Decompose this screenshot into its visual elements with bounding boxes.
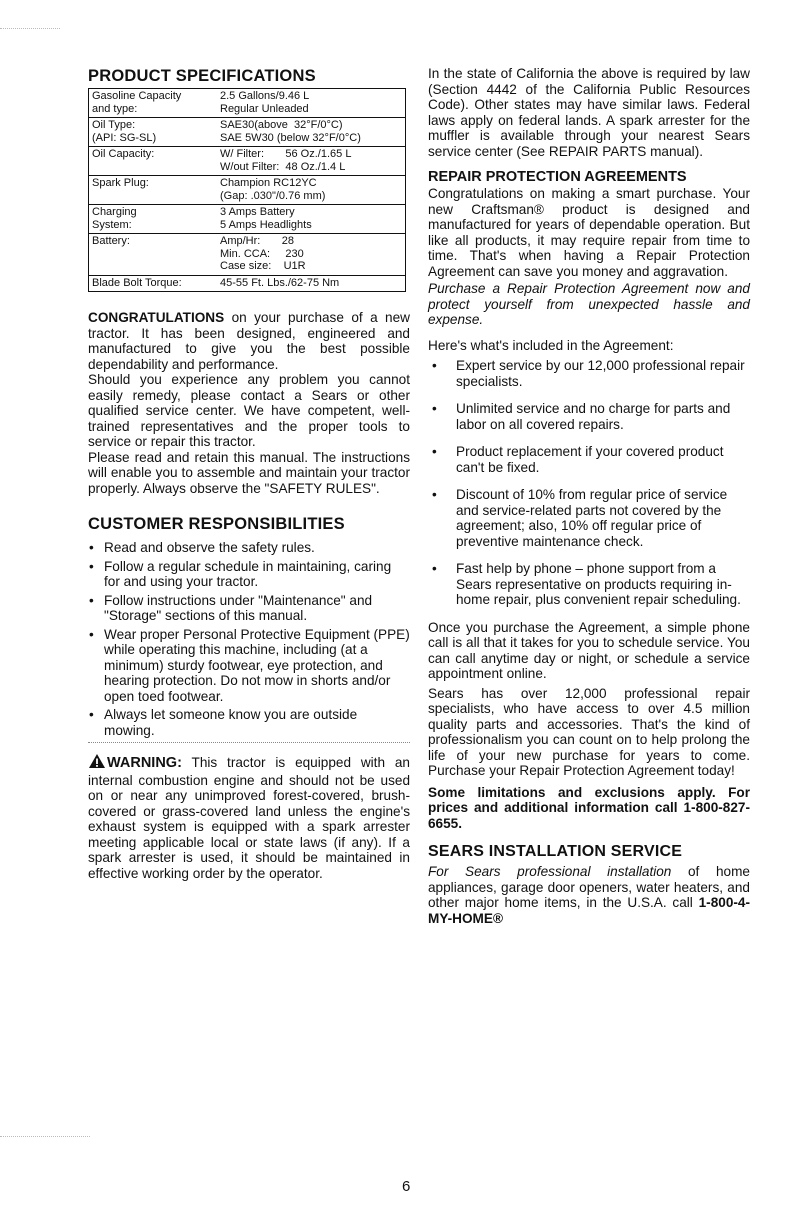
benefit-item [428, 444, 750, 475]
responsibility-item [88, 559, 410, 590]
spec-row [89, 233, 405, 275]
benefit-item-text: Unlimited service and no charge for parts and labor on all covered repairs. [456, 401, 731, 432]
bullet-icon: • [89, 707, 94, 722]
spec-value: 3 Amps Battery 5 Amps Headlights [220, 206, 312, 231]
warning-paragraph [88, 753, 410, 881]
agreement-benefits-list [428, 358, 750, 608]
installation-phone: 1-800-4-MY-HOME® [428, 895, 750, 926]
specifications-table [88, 88, 406, 292]
spec-value: W/ Filter: 56 Oz./1.65 L W/out Filter: 48 Oz./1.4 L [220, 148, 352, 173]
bullet-icon: • [432, 444, 437, 459]
sears-specialists-paragraph: Sears has over 12,000 professional repair specialists, who have access to over 4.5 million quality parts and accessories. That's the kind of professionalism you can count on to help prolong the life of your new purchase for years to come. Purchase your Repair Protection Agreement today! [428, 685, 750, 778]
responsibility-item [88, 627, 410, 705]
spec-value: 45-55 Ft. Lbs./62-75 Nm [220, 276, 340, 289]
benefit-item [428, 358, 750, 389]
bullet-icon: • [432, 401, 437, 416]
benefit-item [428, 487, 750, 549]
responsibilities-list [88, 540, 410, 738]
congratulations-lead: CONGRATULATIONS [88, 310, 225, 325]
responsibility-item-text: Always let someone know you are outside mowing. [104, 707, 358, 738]
congratulations-paragraph [88, 310, 410, 372]
spec-label: Blade Bolt Torque: [92, 276, 182, 289]
installation-paragraph [428, 864, 750, 926]
responsibility-item [88, 593, 410, 624]
benefit-item-text: Expert service by our 12,000 professional repair specialists. [456, 358, 745, 389]
scan-artifact [0, 28, 60, 29]
service-paragraph: Should you experience any problem you cannot easily remedy, please contact a Sears or other qualified service center. We have competent, well-trained representatives and the proper tools to service or repair this tractor. [88, 372, 410, 449]
spec-row [89, 204, 405, 233]
spec-label: Battery: [92, 235, 130, 247]
installation-text: of home appliances, garage door openers, water heaters, and other major home items, in the U.S.A. call [428, 864, 750, 910]
installation-service-heading: SEARS INSTALLATION SERVICE [428, 843, 683, 860]
spec-value: Amp/Hr: 28 Min. CCA: 230 Case size: U1R [220, 235, 306, 272]
bullet-icon: • [432, 487, 437, 502]
repair-protection-italic: Purchase a Repair Protection Agreement now and protect yourself from unexpected hassle and expense. [428, 281, 750, 327]
responsibility-item-text: Follow a regular schedule in maintaining, caring for and using your tractor. [104, 558, 392, 589]
right-column [428, 66, 750, 926]
benefit-item-text: Fast help by phone – phone support from a Sears representative on products requiring in-home repair, plus convenient repair scheduling. [456, 561, 741, 607]
congratulations-text: on your purchase of a new tractor. It has been designed, engineered and manufactured to give you the best possible dependability and performance. [88, 310, 410, 372]
spec-label: Oil Capacity: [92, 148, 155, 160]
customer-responsibilities-heading: CUSTOMER RESPONSIBILITIES [88, 515, 345, 533]
page-number: 6 [402, 1178, 411, 1195]
spec-label: Oil Type: (API: SG-SL) [92, 119, 157, 144]
benefit-item [428, 561, 750, 608]
warning-word: WARNING: [107, 755, 182, 771]
responsibility-item-text: Read and observe the safety rules. [104, 540, 315, 555]
responsibility-item [88, 707, 410, 738]
benefit-item-text: Product replacement if your covered product can't be fixed. [456, 444, 724, 475]
spec-row [89, 275, 405, 292]
responsibility-item-text: Wear proper Personal Protective Equipment (PPE) while operating this machine, including (at a minimum) sturdy footwear, eye protection, and hearing protection. Do not mow in shorts and/or open toed footwear. [104, 626, 410, 704]
bullet-icon: • [89, 592, 94, 608]
included-intro: Here's what's included in the Agreement: [428, 337, 674, 353]
responsibility-item [88, 540, 410, 556]
warning-triangle-icon [88, 753, 106, 773]
responsibility-item-text: Follow instructions under "Maintenance" and "Storage" sections of this manual. [104, 592, 373, 623]
product-specifications-heading: PRODUCT SPECIFICATIONS [88, 67, 316, 85]
spec-label: Charging System: [92, 206, 137, 231]
spec-value: 2.5 Gallons/9.46 L Regular Unleaded [220, 90, 310, 115]
schedule-service-paragraph: Once you purchase the Agreement, a simple phone call is all that it takes for you to schedule service. You can call anytime day or night, or schedule a service appointment online. [428, 619, 750, 681]
bullet-icon: • [432, 358, 437, 373]
bullet-icon: • [89, 626, 94, 642]
scan-artifact [0, 1136, 90, 1137]
warning-text: This tractor is equipped with an internal combustion engine and should not be used on or near any unimproved forest-covered, brush-covered or grass-covered land unless the engine's exhaust system is equipped with a spark arrester meeting applicable local or state laws (if any). If a spark arrester is used, it should be maintained in effective working order by the operator. [88, 755, 410, 881]
retain-manual-paragraph: Please read and retain this manual. The instructions will enable you to assemble and maintain your tractor properly. Always observe the "SAFETY RULES". [88, 449, 410, 496]
benefit-item-text: Discount of 10% from regular price of service and service-related parts not covered by the agreement; also, 10% off regular price of preventive maintenance check. [456, 487, 728, 549]
limitations-paragraph: Some limitations and exclusions apply. For prices and additional information call 1-800-827-6655. [428, 784, 750, 831]
section-divider [88, 742, 410, 743]
bullet-icon: • [89, 540, 94, 555]
spec-label: Spark Plug: [92, 177, 149, 189]
spec-value: SAE30(above 32°F/0°C) SAE 5W30 (below 32°F/0°C) [220, 119, 361, 144]
spec-row [89, 89, 405, 117]
repair-protection-paragraph: Congratulations on making a smart purchase. Your new Craftsman® product is designed and manufactured for years of dependable operation. But like all products, it may require repair from time to time. That's when having a Repair Protection Agreement can save you money and aggravation. [428, 186, 750, 279]
spec-label: Gasoline Capacity and type: [92, 90, 182, 115]
california-law-paragraph: In the state of California the above is required by law (Section 4442 of the California Public Resources Code). Other states may have similar laws. Federal laws apply on federal lands. A spark arrester for the muffler is available through your nearest Sears service center (See REPAIR PARTS manual). [428, 66, 750, 159]
spec-row [89, 146, 405, 175]
spec-value: Champion RC12YC (Gap: .030"/0.76 mm) [220, 177, 326, 202]
installation-italic: For Sears professional installation [428, 864, 672, 879]
bullet-icon: • [89, 558, 94, 574]
left-column [88, 66, 410, 881]
benefit-item [428, 401, 750, 432]
spec-row [89, 117, 405, 146]
spec-row [89, 175, 405, 204]
repair-protection-heading: REPAIR PROTECTION AGREEMENTS [428, 169, 687, 185]
bullet-icon: • [432, 561, 437, 576]
